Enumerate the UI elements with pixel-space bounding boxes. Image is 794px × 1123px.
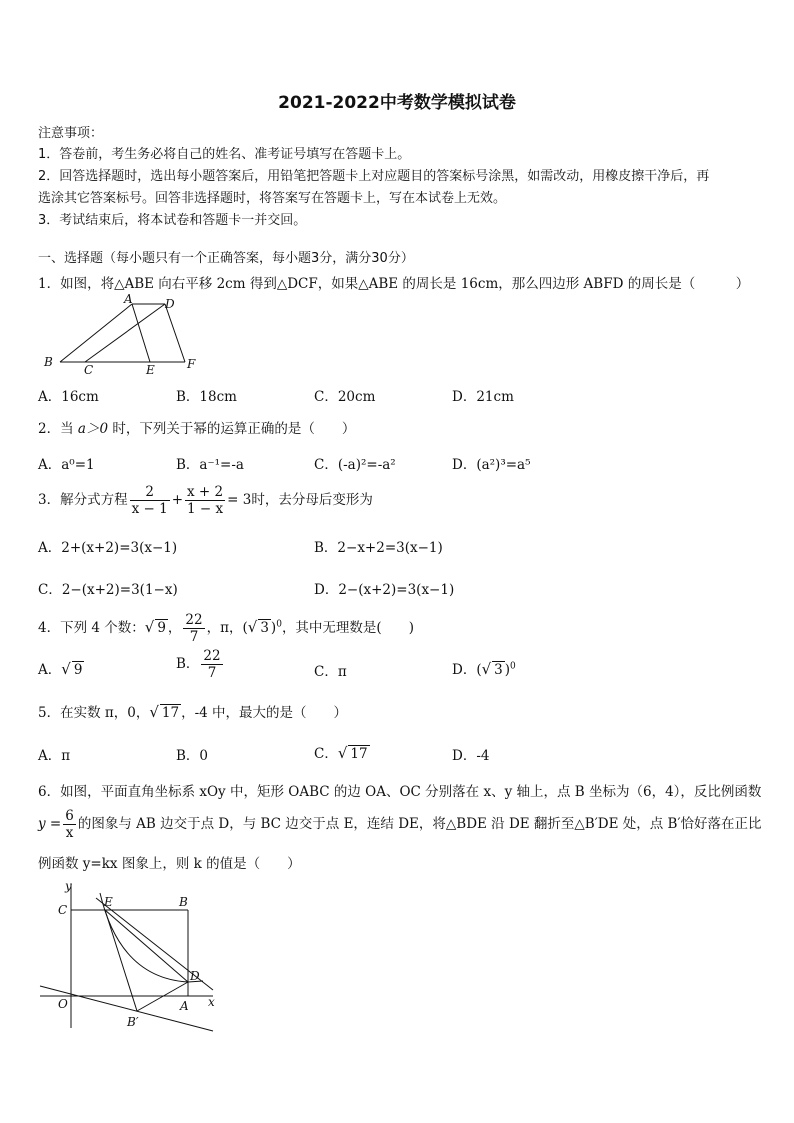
q3-fraction-1 xyxy=(130,484,170,517)
q5-sqrt17: 17 xyxy=(161,705,180,721)
notice-item: 3．考试结束后，将本试卷和答题卡一并交回。 xyxy=(38,213,307,228)
q3-fraction-2 xyxy=(185,484,225,517)
fig1-label-B: B xyxy=(44,355,53,369)
q1-option-a: A．16cm xyxy=(38,389,99,405)
q3-frac2-num: x + 2 xyxy=(187,484,224,500)
fig6-label-A: A xyxy=(180,999,189,1013)
q5-option-c: C．√ 17 xyxy=(314,744,368,762)
fig1-label-D: D xyxy=(165,297,175,311)
q4-stem-post: ，其中无理数是( ) xyxy=(281,620,414,636)
fig6-label-E: E xyxy=(104,895,113,909)
fig6-label-D: D xyxy=(190,969,200,983)
q4-option-c: C．π xyxy=(314,664,347,680)
q5-option-a: A．π xyxy=(38,748,71,764)
question-6-line2 xyxy=(38,808,762,841)
fig1-label-A: A xyxy=(124,294,133,306)
fig1-label-F: F xyxy=(187,357,196,371)
fig1-label-C: C xyxy=(84,363,94,376)
q5-stem-post: ，-4 中，最大的是（ ） xyxy=(181,705,348,721)
q4-pi: π xyxy=(220,620,229,636)
q3-stem-post: = 3时，去分母后变形为 xyxy=(227,492,373,508)
q4-sqrt3: 3 xyxy=(260,620,269,636)
q2-stem-pre: 2．当 xyxy=(38,421,78,437)
fig6-label-O: O xyxy=(58,997,68,1011)
q2-option-c: C．(-a)²=-a² xyxy=(314,457,396,473)
q3-option-c: C．2−(x+2)=3(1−x) xyxy=(38,582,178,598)
notice-heading: 注意事项： xyxy=(38,126,104,141)
q1-option-c: C．20cm xyxy=(314,389,376,405)
question-5-stem: 5．在实数 π，0，√ 17 ，-4 中，最大的是（ ） xyxy=(38,703,348,721)
q4-option-a: A．√ 9 xyxy=(38,660,83,678)
question-6-line1: 6．如图，平面直角坐标系 xOy 中，矩形 OABC 的边 OA、OC 分别落在 x、y 轴上，点 B 坐标为（6，4），反比例函数 xyxy=(38,784,762,800)
question-4-stem: 4．下列 4 个数：√ 9 ， $\frac{22}{7}$ ，π，(√ 3 )$^0$，其中无理数是( ) xyxy=(38,612,414,645)
q4-sqrt9: 9 xyxy=(157,620,166,636)
q6-frac-num: 6 xyxy=(65,808,74,824)
q2-option-a: A．a⁰=1 xyxy=(38,457,95,473)
q6-frac-den: x xyxy=(65,825,74,841)
q2-stem-post: 时，下列关于幂的运算正确的是（ ） xyxy=(108,421,356,437)
q2-option-d: D．(a²)³=a⁵ xyxy=(452,457,531,473)
exam-title: 2021-2022中考数学模拟试卷 xyxy=(278,93,516,113)
notice-item: 1．答卷前，考生务必将自己的姓名、准考证号填写在答题卡上。 xyxy=(38,147,411,162)
fig6-label-x: x xyxy=(208,995,215,1009)
question-2-stem xyxy=(38,417,355,437)
notice-item: 选涂其它答案标号。回答非选择题时，将答案写在答题卡上，写在本试卷上无效。 xyxy=(38,191,507,206)
fig6-label-B: B xyxy=(179,895,188,909)
fig6-label-Bprime: B′ xyxy=(127,1015,139,1029)
q2-option-b: B．a⁻¹=-a xyxy=(176,457,244,473)
q3-option-b: B．2−x+2=3(x−1) xyxy=(314,540,443,556)
q1-option-d: D．21cm xyxy=(452,389,514,405)
q4-fraction xyxy=(183,612,204,645)
fig1-label-E: E xyxy=(146,363,155,376)
q4-option-b: B． $\frac{22}{7}$ xyxy=(176,648,221,681)
question-1-figure xyxy=(40,294,210,376)
q4-option-d: D．(√ 3 )$^0$ xyxy=(452,660,516,678)
q5-option-d: D．-4 xyxy=(452,748,490,764)
question-6-line3: 例函数 y=kx 图象上，则 k 的值是（ ） xyxy=(38,856,301,872)
section-heading: 一、选择题（每小题只有一个正确答案，每小题3分，满分30分） xyxy=(38,251,414,266)
q1-option-b: B．18cm xyxy=(176,389,237,405)
q4-stem-pre: 4．下列 4 个数： xyxy=(38,620,145,636)
q2-stem-var: a＞0 xyxy=(77,421,109,437)
q6-fraction xyxy=(63,808,76,841)
q3-frac2-den: 1 − x xyxy=(187,501,224,517)
q5-option-b: B．0 xyxy=(176,748,209,764)
q3-frac1-num: 2 xyxy=(130,484,170,501)
q6-line2-post: 的图象与 AB 边交于点 D，与 BC 边交于点 E，连结 DE，将△BDE 沿 DE 翻折至△B′DE 处，点 B′恰好落在正比 xyxy=(77,816,762,832)
question-3-stem xyxy=(38,484,373,517)
notice-item: 2．回答选择题时，选出每小题答案后，用铅笔把答题卡上对应题目的答案标号涂黑，如需改动，用橡皮擦干净后，再 xyxy=(38,169,710,184)
q3-stem-pre: 3．解分式方程 xyxy=(38,492,128,508)
q3-plus: + xyxy=(171,492,184,508)
q4-frac-num: 22 xyxy=(185,612,203,628)
fig6-label-C: C xyxy=(58,903,68,917)
question-1-stem: 1．如图，将△ABE 向右平移 2cm 得到△DCF，如果△ABE 的周长是 16cm，那么四边形 ABFD 的周长是（ ） xyxy=(38,276,750,292)
question-6-figure xyxy=(38,878,228,1034)
q3-frac1-den: x − 1 xyxy=(131,501,168,517)
q4-frac-den: 7 xyxy=(189,629,199,645)
q3-option-d: D．2−(x+2)=3(x−1) xyxy=(314,582,455,598)
q3-option-a: A．2+(x+2)=3(x−1) xyxy=(38,540,178,556)
fig6-label-y: y xyxy=(65,879,72,893)
q6-line2-pre: y = xyxy=(38,816,62,832)
q5-stem-pre: 5．在实数 π，0， xyxy=(38,705,150,721)
